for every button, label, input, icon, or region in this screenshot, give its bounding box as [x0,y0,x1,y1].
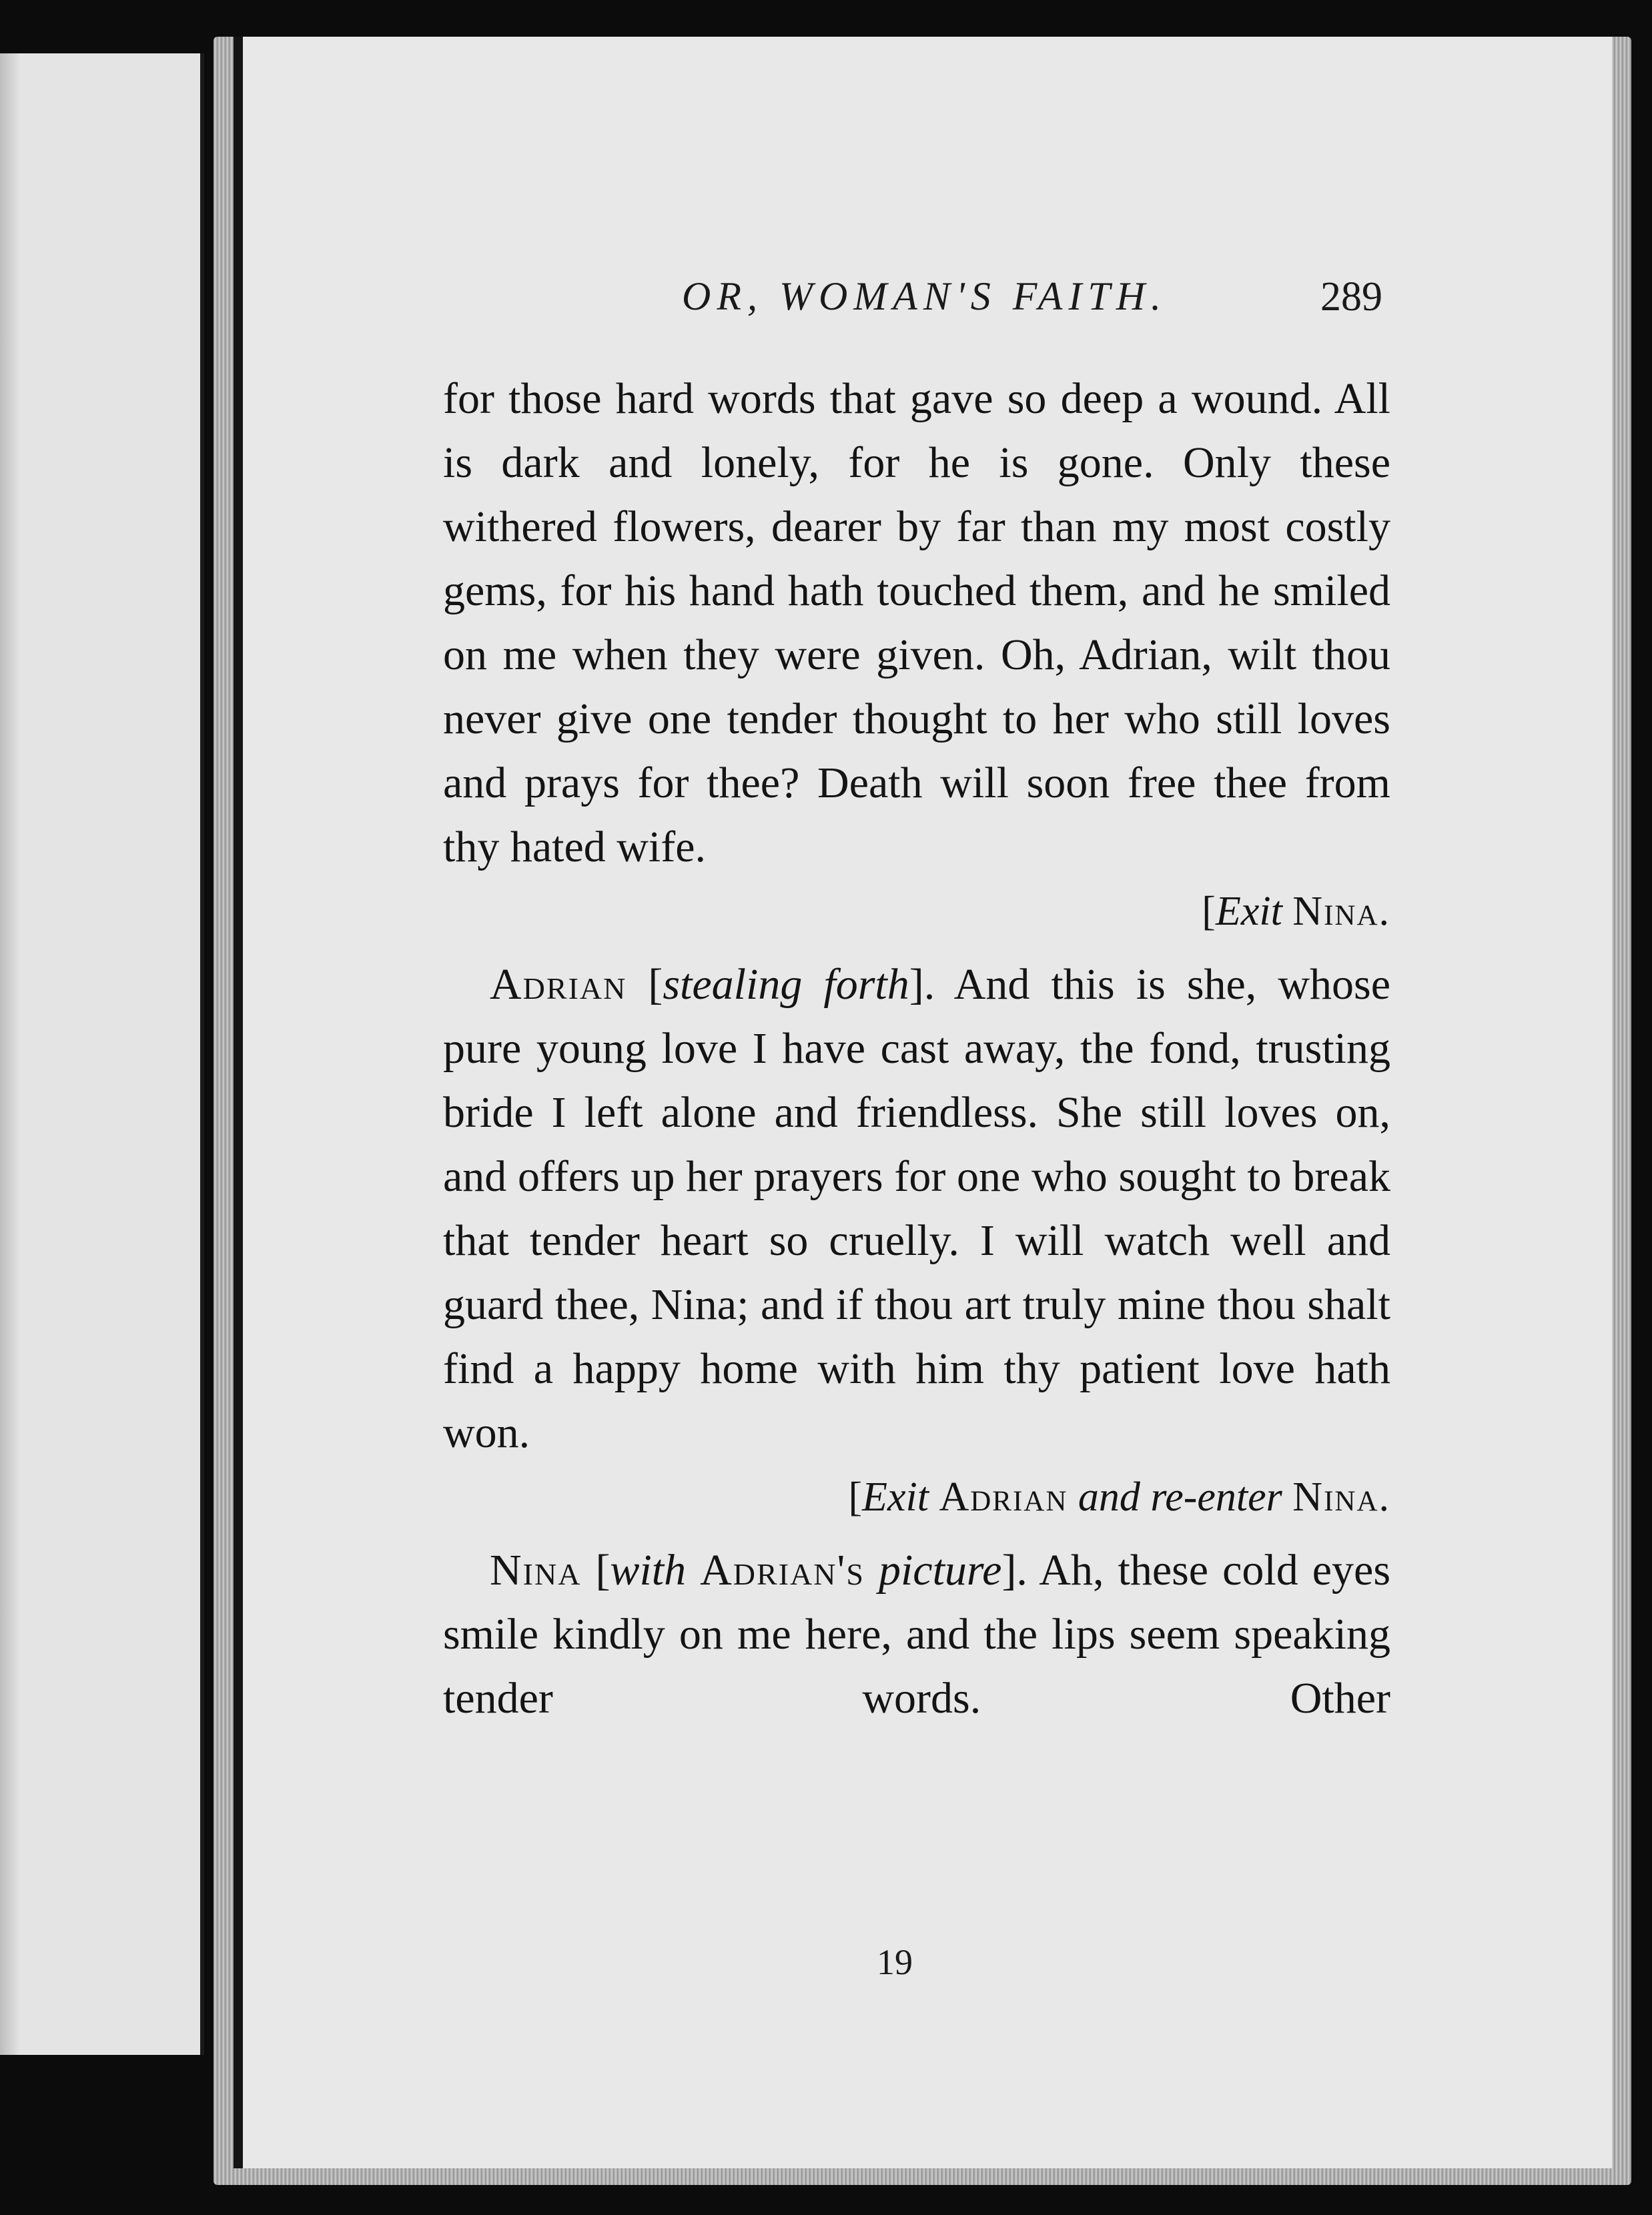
bracket: [ [648,960,663,1009]
stage-direction-exit-nina [443,879,1390,953]
stage-direction-exit-adrian [443,1465,1390,1538]
character-name: Nina. [1292,1474,1390,1520]
running-head [243,274,1612,334]
stage-direction: picture [878,1546,1002,1595]
character-name: Adrian [939,1474,1068,1520]
speaker-name: Adrian [490,960,627,1009]
previous-page-shadow [0,53,20,2055]
bracket: [ [1202,889,1216,934]
speaker-name: Nina [490,1546,582,1595]
stage-direction: stealing forth [663,960,909,1009]
paragraph-adrian-speech [443,953,1390,1465]
stage-direction: with [610,1546,687,1595]
page-text [443,367,1390,1731]
speech-text: And this is she, whose pure young love I have cast away, the fond, trusting bride I left alone and friendless. She still loves on, and offers up her prayers for one who sought to break that tender heart so cruelly. I will watch well and guard thee, Nina; and if thou art truly mine thou shalt find a happy home with him thy patient love hath won. [443,960,1390,1457]
bracket: ]. [1001,1546,1027,1595]
previous-page-edge [0,53,204,2055]
bracket: [ [848,1474,863,1520]
signature-mark: 19 [877,1942,913,1982]
paragraph-nina-picture [443,1538,1390,1731]
page-number: 289 [1320,274,1382,320]
stage-direction-exit: Exit [862,1474,929,1520]
bracket: ]. [909,960,935,1009]
speech-text: Ah, these cold eyes smile kindly on me here, and the lips seem speaking tender words. Other [443,1546,1391,1723]
character-name: Adrian's [700,1546,865,1595]
bracket: [ [595,1546,610,1595]
paragraph-nina-speech: for those hard words that gave so deep a wound. All is dark and lonely, for he is gone. Only these withered flowers, dearer by far than my most costly gems, for his hand hath touched them, and he smiled on me when they were given. Oh, Adrian, wilt thou never give one tender thought to her who still loves and prays for thee? Death will soon free thee from thy hated wife. [443,374,1390,871]
stage-direction-exit: Exit [1215,889,1282,934]
stage-direction-middle: and re-enter [1078,1474,1282,1520]
book-page [234,37,1612,2168]
character-name: Nina. [1292,889,1390,934]
scan-border-top [234,0,1635,37]
running-title: OR, WOMAN'S FAITH. [682,274,1168,318]
